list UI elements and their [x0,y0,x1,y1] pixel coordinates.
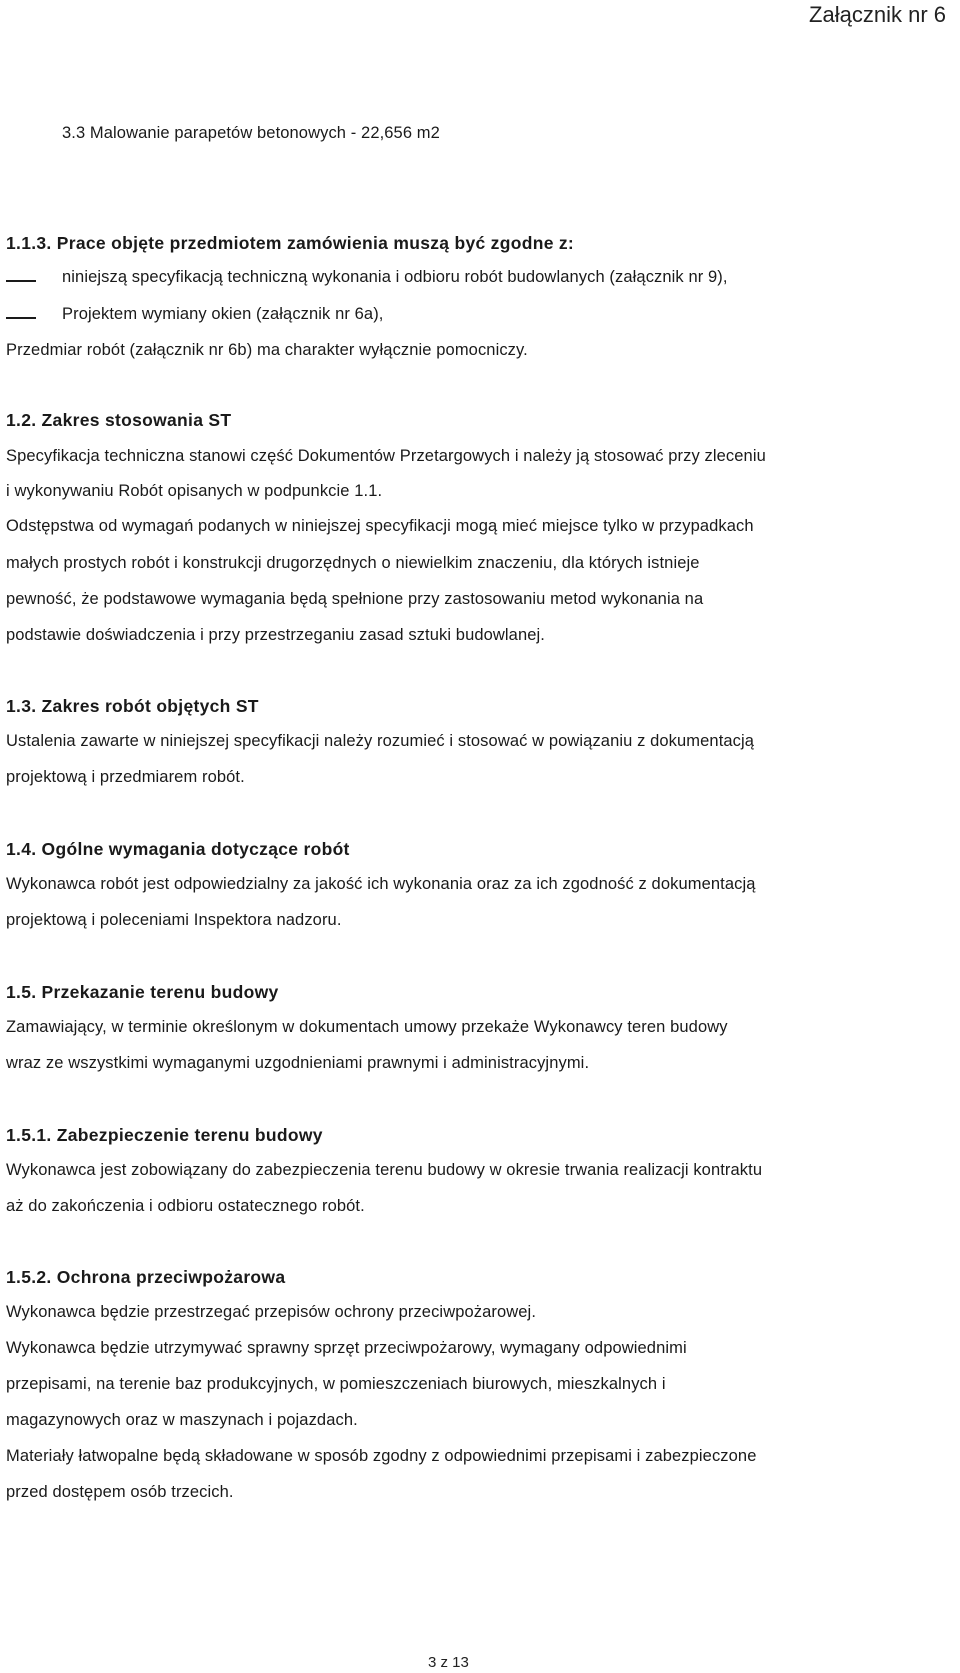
paragraph-line: Ustalenia zawarte w niniejszej specyfikacji należy rozumieć i stosować w powiązaniu z dokumentacją [6,732,755,750]
bullet-dash-icon [6,317,36,319]
paragraph-line: Wykonawca jest zobowiązany do zabezpieczenia terenu budowy w okresie trwania realizacji kontraktu [6,1161,763,1179]
page-number: 3 z 13 [428,1654,469,1671]
paragraph-line: aż do zakończenia i odbioru ostatecznego robót. [6,1197,365,1215]
paragraph-line: Wykonawca robót jest odpowiedzialny za jakość ich wykonania oraz za ich zgodność z dokumentacją [6,875,756,893]
paragraph-line: magazynowych oraz w maszynach i pojazdach. [6,1411,358,1429]
section-heading-1-2: 1.2. Zakres stosowania ST [6,410,232,430]
section-heading-1-5-1: 1.5.1. Zabezpieczenie terenu budowy [6,1125,323,1145]
section-heading-1-4: 1.4. Ogólne wymagania dotyczące robót [6,839,350,859]
paragraph-line: projektową i przedmiarem robót. [6,768,245,786]
section-heading-1-5-2: 1.5.2. Ochrona przeciwpożarowa [6,1267,286,1287]
section-heading-1-1-3: 1.1.3. Prace objęte przedmiotem zamówienia muszą być zgodne z: [6,233,575,253]
paragraph-line: projektową i poleceniami Inspektora nadzoru. [6,911,342,929]
section-heading-1-3: 1.3. Zakres robót objętych ST [6,696,259,716]
paragraph-line: małych prostych robót i konstrukcji drugorzędnych o niewielkim znaczeniu, dla których istnieje [6,554,700,572]
paragraph-line: Odstępstwa od wymagań podanych w niniejszej specyfikacji mogą mieć miejsce tylko w przypadkach [6,517,754,535]
paragraph-line: Wykonawca będzie utrzymywać sprawny sprzęt przeciwpożarowy, wymagany odpowiednimi [6,1339,687,1357]
section-heading-1-5: 1.5. Przekazanie terenu budowy [6,982,279,1002]
paragraph-line: przepisami, na terenie baz produkcyjnych, w pomieszczeniach biurowych, mieszkalnych i [6,1375,666,1393]
paragraph-line: wraz ze wszystkimi wymaganymi uzgodnieniami prawnymi i administracyjnymi. [6,1054,590,1072]
paragraph-line: Specyfikacja techniczna stanowi część Dokumentów Przetargowych i należy ją stosować przy zleceniu [6,447,766,465]
paragraph-line: Materiały łatwopalne będą składowane w sposób zgodny z odpowiednimi przepisami i zabezpieczone [6,1447,757,1465]
paragraph-line: przed dostępem osób trzecich. [6,1483,234,1501]
paragraph-line: podstawie doświadczenia i przy przestrzeganiu zasad sztuki budowlanej. [6,626,545,644]
paragraph-line: Wykonawca będzie przestrzegać przepisów ochrony przeciwpożarowej. [6,1303,537,1321]
bullet-item: Projektem wymiany okien (załącznik nr 6a), [62,305,384,323]
attachment-label: Załącznik nr 6 [809,2,946,27]
paragraph-line: pewność, że podstawowe wymagania będą spełnione przy zastosowaniu metod wykonania na [6,590,704,608]
bullet-item: niniejszą specyfikacją techniczną wykonania i odbioru robót budowlanych (załącznik nr 9), [62,268,728,286]
paragraph-line: Zamawiający, w terminie określonym w dokumentach umowy przekaże Wykonawcy teren budowy [6,1018,728,1036]
document-subtitle: 3.3 Malowanie parapetów betonowych - 22,656 m2 [62,124,440,142]
bullet-dash-icon [6,280,36,282]
paragraph-line: i wykonywaniu Robót opisanych w podpunkcie 1.1. [6,482,383,500]
paragraph-line: Przedmiar robót (załącznik nr 6b) ma charakter wyłącznie pomocniczy. [6,341,528,359]
